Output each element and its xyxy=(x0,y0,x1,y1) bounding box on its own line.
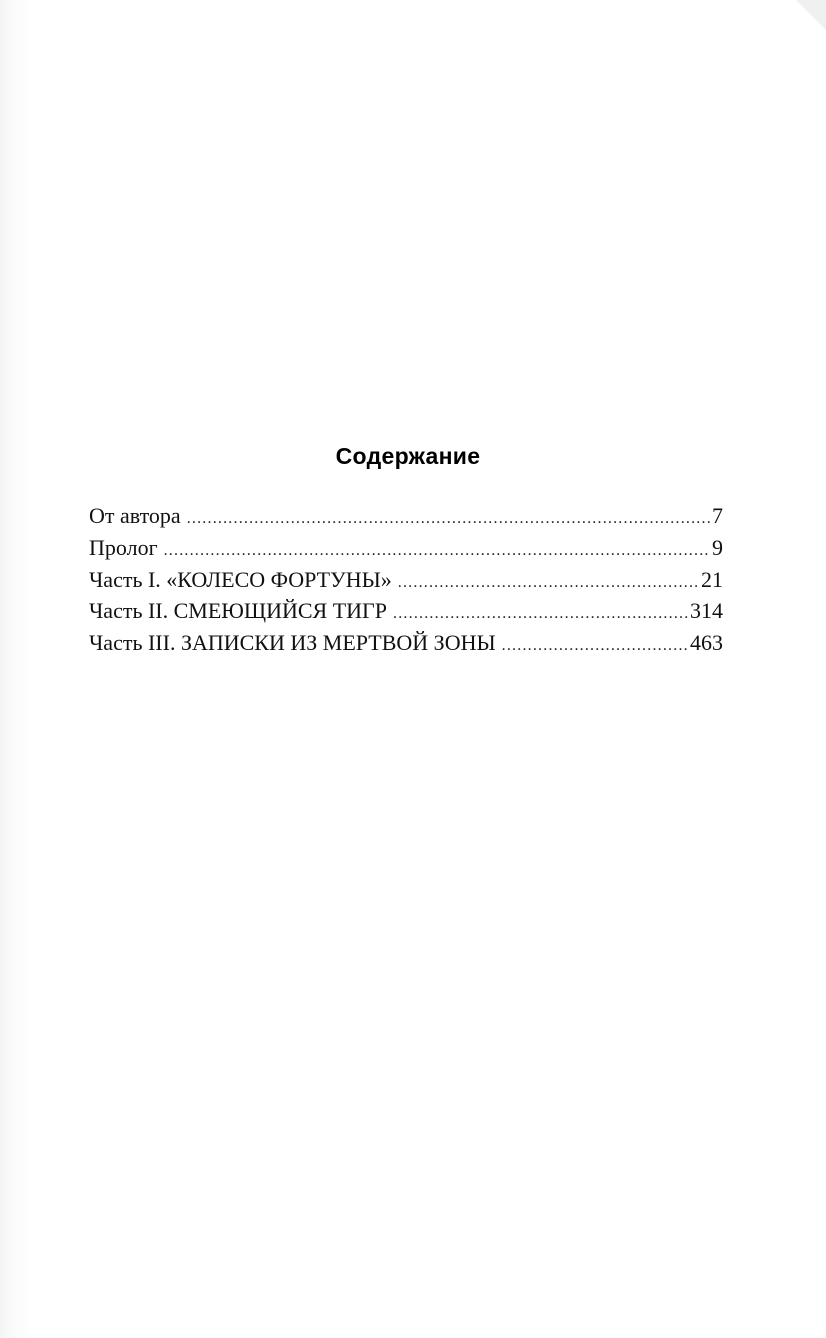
toc-entry xyxy=(89,503,723,535)
toc-entry-label: Часть II. СМЕЮЩИЙСЯ ТИГР xyxy=(89,598,388,624)
toc-title: Содержание xyxy=(335,443,481,469)
toc-entry xyxy=(89,598,723,630)
toc-list xyxy=(89,503,723,662)
toc-entry-label: Часть I. «КОЛЕСО ФОРТУНЫ» xyxy=(89,566,392,592)
toc-entry-label: Часть III. ЗАПИСКИ ИЗ МЕРТВОЙ ЗОНЫ xyxy=(89,630,496,656)
dot-leader xyxy=(398,574,699,592)
toc-entry-label: Пролог xyxy=(89,534,158,560)
dot-leader xyxy=(393,605,688,623)
toc-entry xyxy=(89,535,723,567)
dot-leader xyxy=(502,637,688,655)
toc-entry-page: 9 xyxy=(712,534,723,560)
toc-entry-page: 463 xyxy=(690,630,723,656)
toc-entry-page: 21 xyxy=(701,566,723,592)
toc-entry-page: 314 xyxy=(690,598,723,624)
toc-entry-label: От автора xyxy=(89,503,181,528)
toc-entry xyxy=(89,567,723,599)
dot-leader xyxy=(164,542,710,560)
page-curl-corner xyxy=(796,0,826,30)
toc-entry xyxy=(89,630,723,662)
toc-entry-page: 7 xyxy=(712,503,723,528)
dot-leader xyxy=(187,510,710,528)
